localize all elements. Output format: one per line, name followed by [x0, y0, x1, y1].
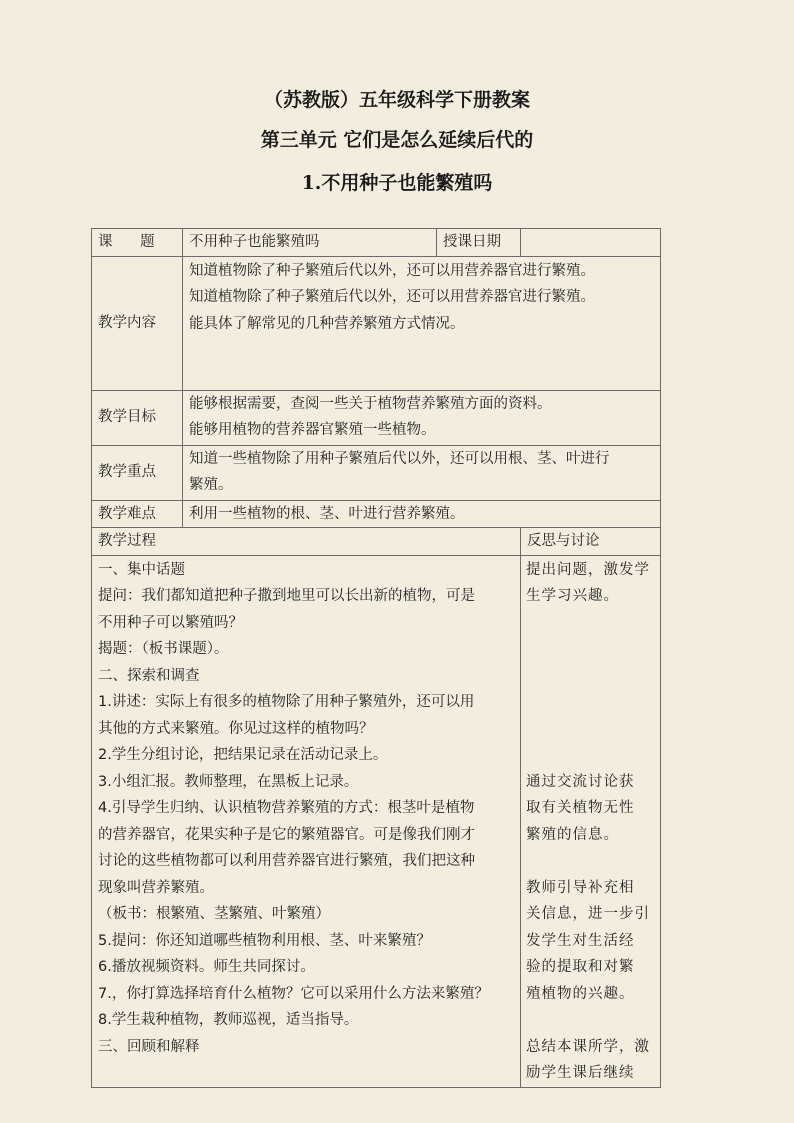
process-line: 2.学生分组讨论，把结果记录在活动记录上。 [98, 747, 388, 763]
goal-line: 能够用植物的营养器官繁殖一些植物。 [189, 422, 436, 438]
process-line: 3.小组汇报。教师整理，在黑板上记录。 [98, 773, 359, 790]
content-cell [183, 256, 661, 390]
reflect-header: 反思与讨论 [521, 528, 661, 556]
reflect-line: 取有关植物无性 [526, 800, 635, 816]
process-line: 5.提问：你还知道哪些植物利用根、茎、叶来繁殖？ [98, 932, 431, 949]
process-line: 1.讲述：实际上有很多的植物除了用种子繁殖外，还可以用 [98, 694, 475, 710]
reflect-line: 繁殖的信息。 [526, 826, 619, 843]
content-row [92, 256, 661, 390]
goal-row [92, 390, 661, 445]
content-line: 能具体了解常见的几种营养繁殖方式情况。 [189, 315, 465, 332]
reflect-line: 验的提取和对繁 [526, 959, 635, 975]
process-line: 7.，你打算选择培育什么植物？它可以采用什么方法来繁殖？ [98, 985, 489, 1002]
reflect-line: 殖植物的兴趣。 [526, 985, 635, 1002]
key-line: 繁殖。 [189, 477, 233, 493]
process-header-row [92, 528, 661, 556]
content-line: 知道植物除了种子繁殖后代以外，还可以用营养器官进行繁殖。 [189, 262, 595, 279]
process-line: 揭题：（板书课题）。 [98, 641, 229, 657]
reflect-line [526, 610, 654, 637]
process-line: 4.引导学生归纳、认识植物营养繁殖的方式：根茎叶是植物 [98, 800, 475, 816]
reflect-line [526, 848, 654, 875]
difficulty-value: 利用一些植物的根、茎、叶进行营养繁殖。 [183, 500, 661, 528]
document-title: （苏教版）五年级科学下册教案 [263, 89, 530, 111]
lesson-title: 1.不用种子也能繁殖吗 [301, 172, 493, 194]
process-line: 的营养器官，花果实种子是它的繁殖器官。可是像我们刚才 [98, 826, 475, 843]
key-cell [183, 445, 661, 500]
reflect-line [526, 1007, 654, 1034]
process-line: 一、集中话题 [98, 561, 185, 578]
reflect-line: 总结本课所学，激 [526, 1038, 650, 1055]
topic-row [92, 229, 661, 257]
goal-cell [183, 390, 661, 445]
date-value [521, 229, 661, 257]
goal-label: 教学目标 [92, 390, 183, 445]
reflect-line: 关信息，进一步引 [526, 906, 650, 922]
process-line: 讨论的这些植物都可以利用营养器官进行繁殖，我们把这种 [98, 853, 475, 869]
process-line: 8.学生栽种植物，教师巡视，适当指导。 [98, 1012, 359, 1028]
topic-label: 课 题 [92, 229, 183, 257]
reflect-line: 励学生课后继续 [526, 1065, 635, 1081]
process-header: 教学过程 [92, 528, 521, 556]
difficulty-row [92, 500, 661, 528]
reflect-cell [521, 555, 661, 1087]
reflect-line: 通过交流讨论获 [526, 773, 635, 790]
process-line: 6.播放视频资料。师生共同探讨。 [98, 959, 315, 975]
process-row [92, 555, 661, 1087]
reflect-line: 提出问题，激发学 [526, 561, 650, 578]
reflect-line [526, 716, 654, 743]
reflect-line [526, 663, 654, 690]
topic-value: 不用种子也能繁殖吗 [183, 229, 437, 257]
reflect-line [526, 742, 654, 769]
reflect-line: 生学习兴趣。 [526, 588, 619, 604]
process-line: 提问：我们都知道把种子撒到地里可以长出新的植物，可是 [98, 588, 475, 604]
content-line: 知道植物除了种子繁殖后代以外，还可以用营养器官进行繁殖。 [189, 289, 595, 305]
unit-title: 第三单元 它们是怎么延续后代的 [260, 129, 534, 151]
difficulty-label: 教学难点 [92, 500, 183, 528]
reflect-line [526, 636, 654, 663]
process-line: 不用种子可以繁殖吗？ [98, 614, 243, 631]
process-line: 三、回顾和解释 [98, 1038, 200, 1055]
reflect-line: 发学生对生活经 [526, 932, 635, 949]
key-row [92, 445, 661, 500]
content-label: 教学内容 [92, 256, 183, 390]
process-line: 现象叫营养繁殖。 [98, 879, 214, 896]
key-label: 教学重点 [92, 445, 183, 500]
process-cell [92, 555, 521, 1087]
process-line: （板书：根繁殖、茎繁殖、叶繁殖） [98, 906, 330, 922]
process-line: 其他的方式来繁殖。你见过这样的植物吗？ [98, 720, 374, 737]
reflect-line [526, 689, 654, 716]
lesson-plan-table [91, 228, 661, 1088]
key-line: 知道一些植物除了用种子繁殖后代以外，还可以用根、茎、叶进行 [189, 450, 610, 467]
date-label: 授课日期 [437, 229, 521, 257]
goal-line: 能够根据需要，查阅一些关于植物营养繁殖方面的资料。 [189, 395, 552, 412]
process-line: 二、探索和调查 [98, 667, 200, 684]
reflect-line: 教师引导补充相 [526, 879, 635, 896]
